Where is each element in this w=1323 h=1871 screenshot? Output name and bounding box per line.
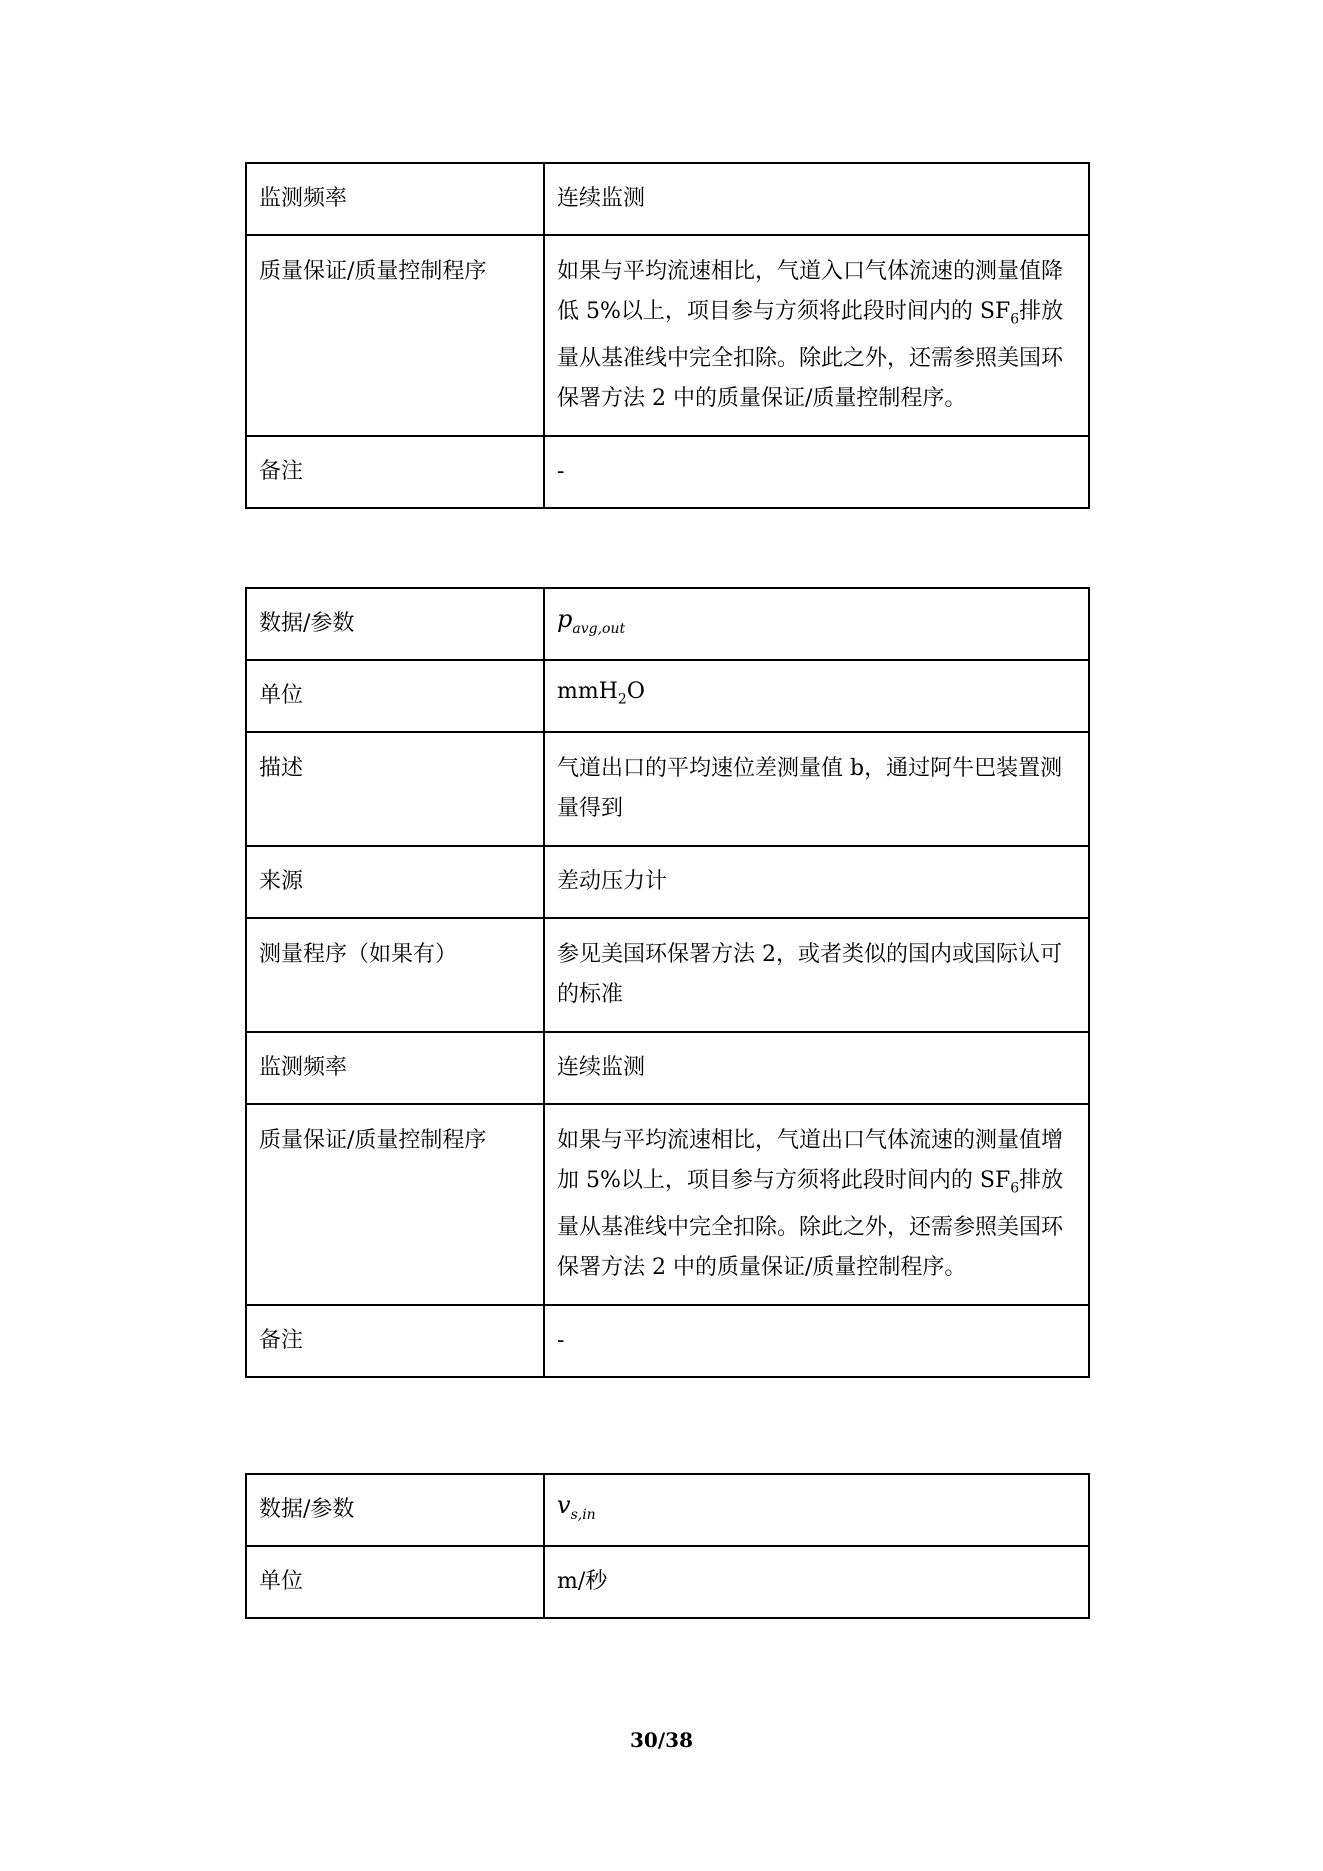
qaqc-value: 如果与平均流速相比，气道入口气体流速的测量值降低 5%以上，项目参与方须将此段时间内的 $SF_6$排放量从基准线中完全扣除。除此之外，还需参照美国环保署方法 2 中的质量保证/质量控制程序。	[544, 235, 1089, 436]
param-symbol: $v_{s,in}$	[544, 1474, 1089, 1546]
frequency-label: 监测频率	[246, 1032, 544, 1104]
table-row	[246, 1104, 1089, 1305]
frequency-label: 监测频率	[246, 163, 544, 235]
notes-value: -	[544, 436, 1089, 508]
table-row	[246, 1546, 1089, 1618]
qaqc-label: 质量保证/质量控制程序	[246, 1104, 544, 1305]
notes-label: 备注	[246, 436, 544, 508]
parameter-table-continued	[245, 162, 1090, 509]
param-symbol: $p_{avg,out}$	[544, 588, 1089, 660]
table-row	[246, 436, 1089, 508]
table-row	[246, 732, 1089, 846]
unit-value: m/秒	[544, 1546, 1089, 1618]
frequency-value: 连续监测	[544, 163, 1089, 235]
unit-label: 单位	[246, 1546, 544, 1618]
table-row	[246, 1474, 1089, 1546]
qaqc-label: 质量保证/质量控制程序	[246, 235, 544, 436]
procedure-label: 测量程序（如果有）	[246, 918, 544, 1032]
notes-value: -	[544, 1305, 1089, 1377]
page-number: 30/38	[630, 1728, 693, 1752]
source-label: 来源	[246, 846, 544, 918]
description-value: 气道出口的平均速位差测量值 b，通过阿牛巴装置测量得到	[544, 732, 1089, 846]
table-row	[246, 660, 1089, 732]
unit-label: 单位	[246, 660, 544, 732]
table-row	[246, 918, 1089, 1032]
param-label: 数据/参数	[246, 1474, 544, 1546]
table-row	[246, 1032, 1089, 1104]
parameter-table-pavg-out	[245, 587, 1090, 1378]
param-label: 数据/参数	[246, 588, 544, 660]
procedure-value: 参见美国环保署方法 2，或者类似的国内或国际认可的标准	[544, 918, 1089, 1032]
notes-label: 备注	[246, 1305, 544, 1377]
source-value: 差动压力计	[544, 846, 1089, 918]
table-row	[246, 846, 1089, 918]
qaqc-value: 如果与平均流速相比，气道出口气体流速的测量值增加 5%以上，项目参与方须将此段时间内的 $SF_6$排放量从基准线中完全扣除。除此之外，还需参照美国环保署方法 2 中的质量保证/质量控制程序。	[544, 1104, 1089, 1305]
unit-value: mmH$_2$O	[544, 660, 1089, 732]
table-row	[246, 163, 1089, 235]
description-label: 描述	[246, 732, 544, 846]
frequency-value: 连续监测	[544, 1032, 1089, 1104]
table-row	[246, 588, 1089, 660]
table-row	[246, 235, 1089, 436]
parameter-table-vs-in	[245, 1473, 1090, 1619]
table-row	[246, 1305, 1089, 1377]
